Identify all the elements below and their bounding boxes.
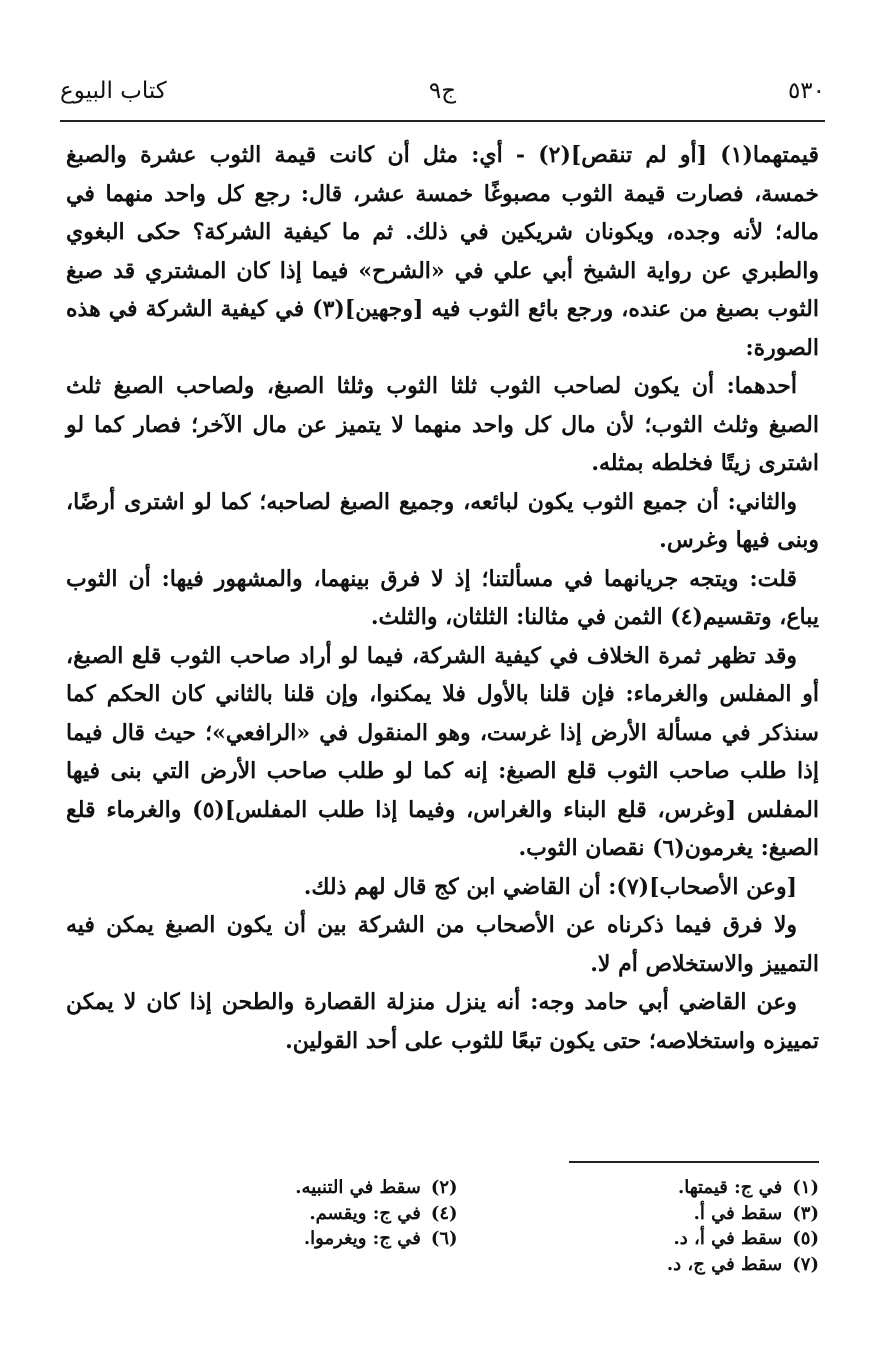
footnote-row xyxy=(66,1175,819,1201)
paragraph: قيمتهما(١) [أو لم تنقص](٢) - أي: مثل أن كانت قيمة الثوب عشرة والصبغ خمسة، فصارت قيمة الثوب مصبوغًا خمسة عشر، قال: رجع كل واحد منهما في ماله؛ لأنه وجده، ويكونان شريكين في ذلك. ثم ما كيفية الشركة؟ حكى البغوي والطبري عن رواية الشيخ أبي علي في «الشرح» فيما إذا كان المشتري قد صبغ الثوب بصبغ من عنده، ورجع بائع الثوب فيه [وجهين](٣) في كيفية الشركة في هذه الصورة: xyxy=(66,142,819,361)
footnote-text: سقط في ج، د. xyxy=(666,1253,783,1275)
footnote-number: (١) xyxy=(792,1177,819,1198)
footnote xyxy=(96,1201,457,1227)
footnote-number: (٧) xyxy=(792,1253,819,1275)
footnote xyxy=(458,1252,819,1278)
footnote-text: في ج: ويقسم. xyxy=(309,1202,421,1224)
paragraph: قلت: ويتجه جريانهما في مسألتنا؛ إذ لا فرق بينهما، والمشهور فيها: أن الثوب يباع، وتقسيم(٤) الثمن في مثالنا: الثلثان، والثلث. xyxy=(66,565,819,630)
book-title: كتاب البيوع xyxy=(60,78,167,104)
footnotes xyxy=(66,1175,819,1277)
volume-label: ج٩ xyxy=(428,78,457,104)
page-number: ٥٣٠ xyxy=(787,78,825,104)
footnote-text: سقط في أ، د. xyxy=(673,1228,783,1249)
header-divider xyxy=(60,120,825,122)
footnote xyxy=(458,1201,819,1227)
footnote-text: سقط في أ. xyxy=(693,1202,783,1224)
footnote xyxy=(458,1175,819,1201)
footnote-row xyxy=(66,1252,819,1278)
footnote-text: في ج: ويغرموا. xyxy=(303,1228,421,1249)
footnote-number: (٢) xyxy=(430,1177,458,1198)
footnote-number: (٣) xyxy=(792,1202,819,1224)
footnote-divider xyxy=(569,1161,819,1163)
paragraph: أحدهما: أن يكون لصاحب الثوب ثلثا الثوب وثلثا الصبغ، ولصاحب الصبغ ثلث الصبغ وثلث الثوب؛ لأن مال كل واحد منهما لا يتميز عن مال الآخر؛ فصار كما لو اشترى زيتًا فخلطه بمثله. xyxy=(66,373,819,476)
footnote xyxy=(458,1226,819,1252)
paragraph: والثاني: أن جميع الثوب يكون لبائعه، وجميع الصبغ لصاحبه؛ كما لو اشترى أرضًا، وبنى فيها وغرس. xyxy=(66,488,819,553)
paragraph: وعن القاضي أبي حامد وجه: أنه ينزل منزلة القصارة والطحن إذا كان لا يمكن تمييزه واستخلاصه؛ حتى يكون تبعًا للثوب على أحد القولين. xyxy=(66,989,819,1054)
footnote xyxy=(96,1226,457,1252)
footnote-number: (٦) xyxy=(430,1228,458,1249)
paragraph: [وعن الأصحاب](٧): أن القاضي ابن كج قال لهم ذلك. xyxy=(303,873,797,900)
paragraph: ولا فرق فيما ذكرناه عن الأصحاب من الشركة بين أن يكون الصبغ يمكن فيه التمييز والاستخلاص أم لا. xyxy=(66,912,819,977)
paragraph: وقد تظهر ثمرة الخلاف في كيفية الشركة، فيما لو أراد صاحب الثوب قلع الصبغ، أو المفلس والغرماء: فإن قلنا بالأول فلا يمكنوا، وإن قلنا بالثاني كان الحكم كما سنذكر في مسألة الأرض إذا غرست، وهو المنقول في «الرافعي»؛ حيث قال فيما إذا طلب صاحب الثوب قلع الصبغ: إنه كما لو طلب صاحب الأرض التي بنى فيها المفلس [وغرس، قلع البناء والغراس، وفيما إذا طلب المفلس](٥) والغرماء قلع الصبغ: يغرمون(٦) نقصان الثوب. xyxy=(66,642,819,861)
main-text xyxy=(66,136,819,1060)
footnote-number: (٤) xyxy=(430,1202,458,1224)
footnote xyxy=(96,1175,457,1201)
footnote-text: سقط في التنبيه. xyxy=(295,1177,421,1198)
footnote-row xyxy=(66,1226,819,1252)
running-header xyxy=(60,74,825,108)
footnote-number: (٥) xyxy=(792,1228,819,1249)
footnote-text: في ج: قيمتها. xyxy=(677,1177,783,1198)
footnote-row xyxy=(66,1201,819,1227)
